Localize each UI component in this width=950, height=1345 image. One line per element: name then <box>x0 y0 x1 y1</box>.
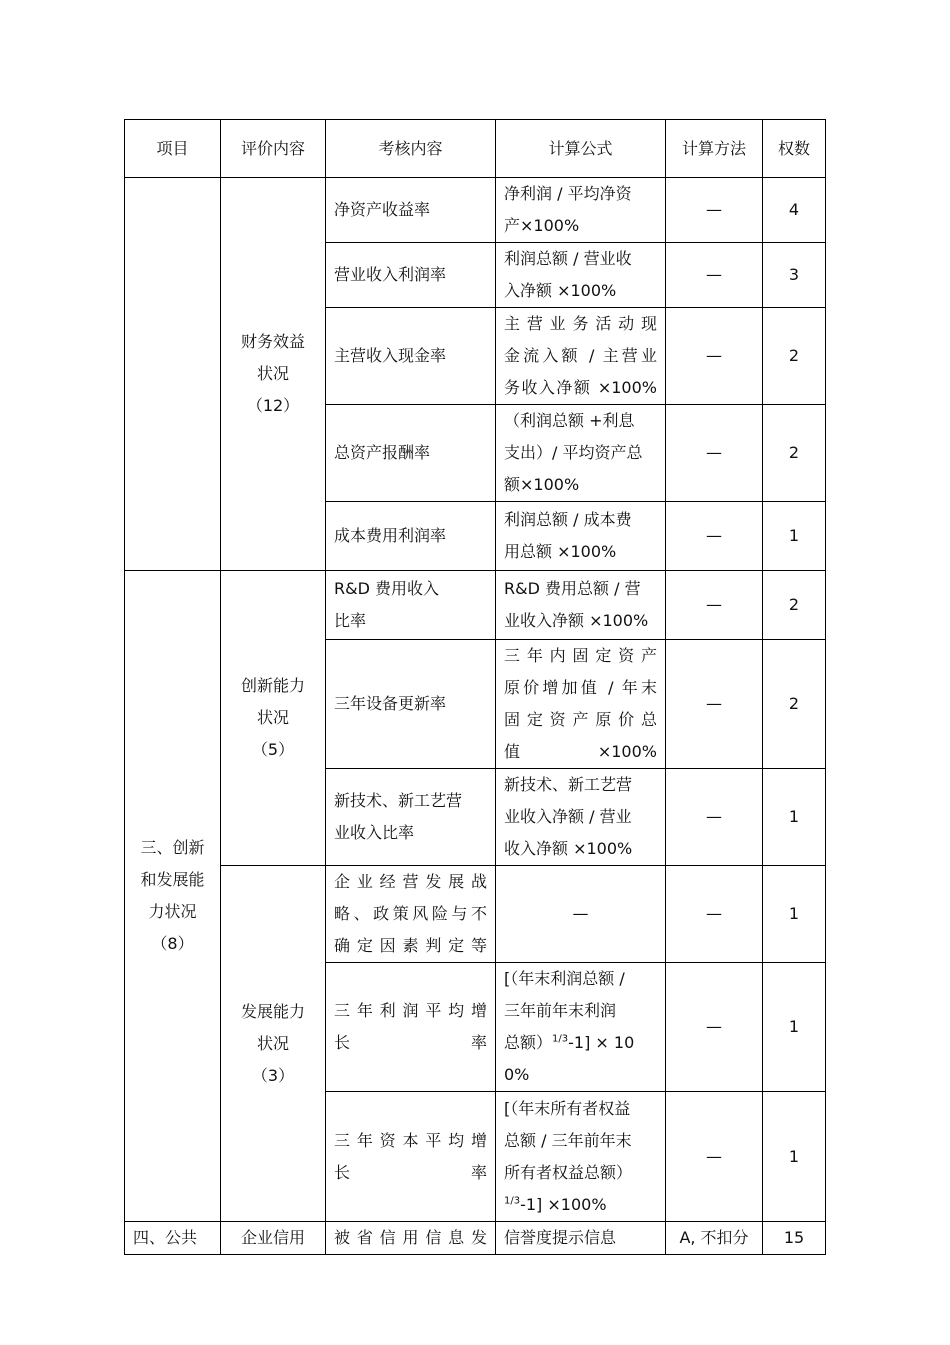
table-row <box>125 178 826 243</box>
group-credit: 企业信用 <box>221 1222 326 1255</box>
formula-cell: 信誉度提示信息 <box>496 1222 666 1255</box>
formula-cell: 净利润 / 平均净资 产×100% <box>496 178 666 243</box>
item-cell: R&D 费用收入 比率 <box>326 571 496 640</box>
method-cell: — <box>666 1092 763 1222</box>
formula-cell: （利润总额 +利息 支出）/ 平均资产总 额×100% <box>496 405 666 502</box>
method-cell: — <box>666 405 763 502</box>
formula-text-end: -1] ×100% <box>520 1194 607 1214</box>
weight-cell: 1 <box>763 769 826 866</box>
header-assessment-content: 考核内容 <box>326 120 496 178</box>
weight-cell: 2 <box>763 308 826 405</box>
item-cell: 三年利润平均增 长率 <box>326 963 496 1092</box>
item-cell: 总资产报酬率 <box>326 405 496 502</box>
weight-cell: 2 <box>763 571 826 640</box>
method-cell: — <box>666 769 763 866</box>
item-cell: 三年设备更新率 <box>326 640 496 769</box>
weight-cell: 3 <box>763 243 826 308</box>
weight-cell: 4 <box>763 178 826 243</box>
method-cell: — <box>666 502 763 571</box>
weight-cell: 1 <box>763 502 826 571</box>
formula-cell: 新技术、新工艺营 业收入净额 / 营业 收入净额 ×100% <box>496 769 666 866</box>
item-cell: 被省信用信息发 <box>326 1222 496 1255</box>
formula-text: [（年末所有者权益 总额 / 三年前年末 所有者权益总额） <box>504 1098 633 1182</box>
weight-cell: 15 <box>763 1222 826 1255</box>
item-cell: 三年资本平均增 长率 <box>326 1092 496 1222</box>
method-cell: — <box>666 571 763 640</box>
weight-cell: 1 <box>763 1092 826 1222</box>
formula-cell: 利润总额 / 营业收 入净额 ×100% <box>496 243 666 308</box>
formula-cell <box>496 963 666 1092</box>
header-weight: 权数 <box>763 120 826 178</box>
header-project: 项目 <box>125 120 221 178</box>
header-method: 计算方法 <box>666 120 763 178</box>
method-cell: — <box>666 640 763 769</box>
group-innovation: 创新能力 状况 （5） <box>221 571 326 866</box>
table-row <box>125 1222 826 1255</box>
header-eval-content: 评价内容 <box>221 120 326 178</box>
evaluation-table <box>124 119 826 1255</box>
item-cell: 净资产收益率 <box>326 178 496 243</box>
method-cell: — <box>666 308 763 405</box>
method-cell: — <box>666 243 763 308</box>
method-cell: — <box>666 866 763 963</box>
category-innovation-development: 三、创新 和发展能 力状况 （8） <box>125 571 221 1222</box>
weight-cell: 2 <box>763 640 826 769</box>
formula-cell: — <box>496 866 666 963</box>
weight-cell: 1 <box>763 963 826 1092</box>
formula-exponent: 1/3 <box>504 1195 521 1207</box>
header-row <box>125 120 826 178</box>
item-cell: 新技术、新工艺营 业收入比率 <box>326 769 496 866</box>
formula-text: [（年末利润总额 / 三年前年末利润 总额） <box>504 969 625 1052</box>
group-finance: 财务效益 状况 （12） <box>221 178 326 571</box>
item-cell: 营业收入利润率 <box>326 243 496 308</box>
table-row <box>125 866 826 963</box>
header-formula: 计算公式 <box>496 120 666 178</box>
group-development: 发展能力 状况 （3） <box>221 866 326 1222</box>
formula-cell: R&D 费用总额 / 营 业收入净额 ×100% <box>496 571 666 640</box>
formula-cell <box>496 1092 666 1222</box>
formula-text-end: -1] × 100% <box>504 1033 635 1084</box>
formula-cell: 主营业务活动现 金流入额 / 主营业 务收入净额 ×100% <box>496 308 666 405</box>
method-cell: A, 不扣分 <box>666 1222 763 1255</box>
item-cell: 企业经营发展战 略、政策风险与不 确定因素判定等 <box>326 866 496 963</box>
weight-cell: 1 <box>763 866 826 963</box>
weight-cell: 2 <box>763 405 826 502</box>
formula-exponent: 1/3 <box>552 1033 569 1045</box>
table-row <box>125 571 826 640</box>
category-public: 四、公共 <box>125 1222 221 1255</box>
category-cell-empty <box>125 178 221 571</box>
method-cell: — <box>666 963 763 1092</box>
formula-cell: 利润总额 / 成本费 用总额 ×100% <box>496 502 666 571</box>
item-cell: 成本费用利润率 <box>326 502 496 571</box>
formula-cell: 三年内固定资产 原价增加值 / 年末 固定资产原价总 值×100% <box>496 640 666 769</box>
method-cell: — <box>666 178 763 243</box>
item-cell: 主营收入现金率 <box>326 308 496 405</box>
